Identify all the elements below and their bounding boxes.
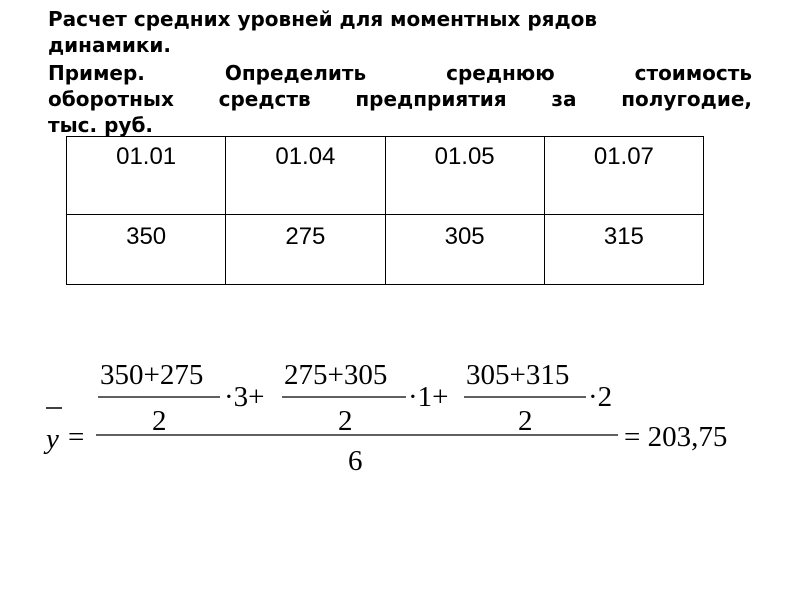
- formula-result: = 203,75: [624, 421, 728, 453]
- term3-denominator: 2: [518, 405, 533, 437]
- term1-multiplier: ·3+: [224, 381, 265, 413]
- table-cell-date: 01.01: [67, 137, 226, 215]
- formula-svg: [40, 350, 780, 490]
- title-line-2: динамики.: [48, 33, 172, 57]
- term3-multiplier: ·2: [588, 381, 613, 413]
- table-row-values: [67, 215, 704, 285]
- example-line-3: тыс. руб.: [48, 113, 154, 137]
- title-line-1: Расчет средних уровней для моментных рядов: [48, 7, 598, 31]
- term1-denominator: 2: [152, 405, 167, 437]
- term2-numerator: 275+305: [284, 359, 388, 391]
- table-cell-value: 275: [226, 215, 385, 285]
- term3-numerator: 305+315: [466, 359, 570, 391]
- example-text: [48, 60, 752, 138]
- main-denominator: 6: [348, 445, 363, 477]
- table-cell-date: 01.04: [226, 137, 385, 215]
- table-cell-date: 01.05: [385, 137, 544, 215]
- table-cell-value: 305: [385, 215, 544, 285]
- table-cell-value: 350: [67, 215, 226, 285]
- term1-numerator: 350+275: [100, 359, 204, 391]
- table-row-dates: [67, 137, 704, 215]
- table-cell-value: 315: [544, 215, 703, 285]
- data-table: [66, 136, 704, 285]
- term2-denominator: 2: [338, 405, 353, 437]
- average-formula: [40, 350, 780, 490]
- table-cell-date: 01.07: [544, 137, 703, 215]
- title: [48, 6, 752, 58]
- formula-lhs: y: [46, 423, 59, 455]
- example-line-1: Пример. Определить среднюю стоимость: [48, 61, 752, 85]
- term2-multiplier: ·1+: [408, 381, 449, 413]
- example-line-2: оборотных средств предприятия за полугодие,: [48, 87, 752, 111]
- formula-eq: =: [68, 421, 85, 453]
